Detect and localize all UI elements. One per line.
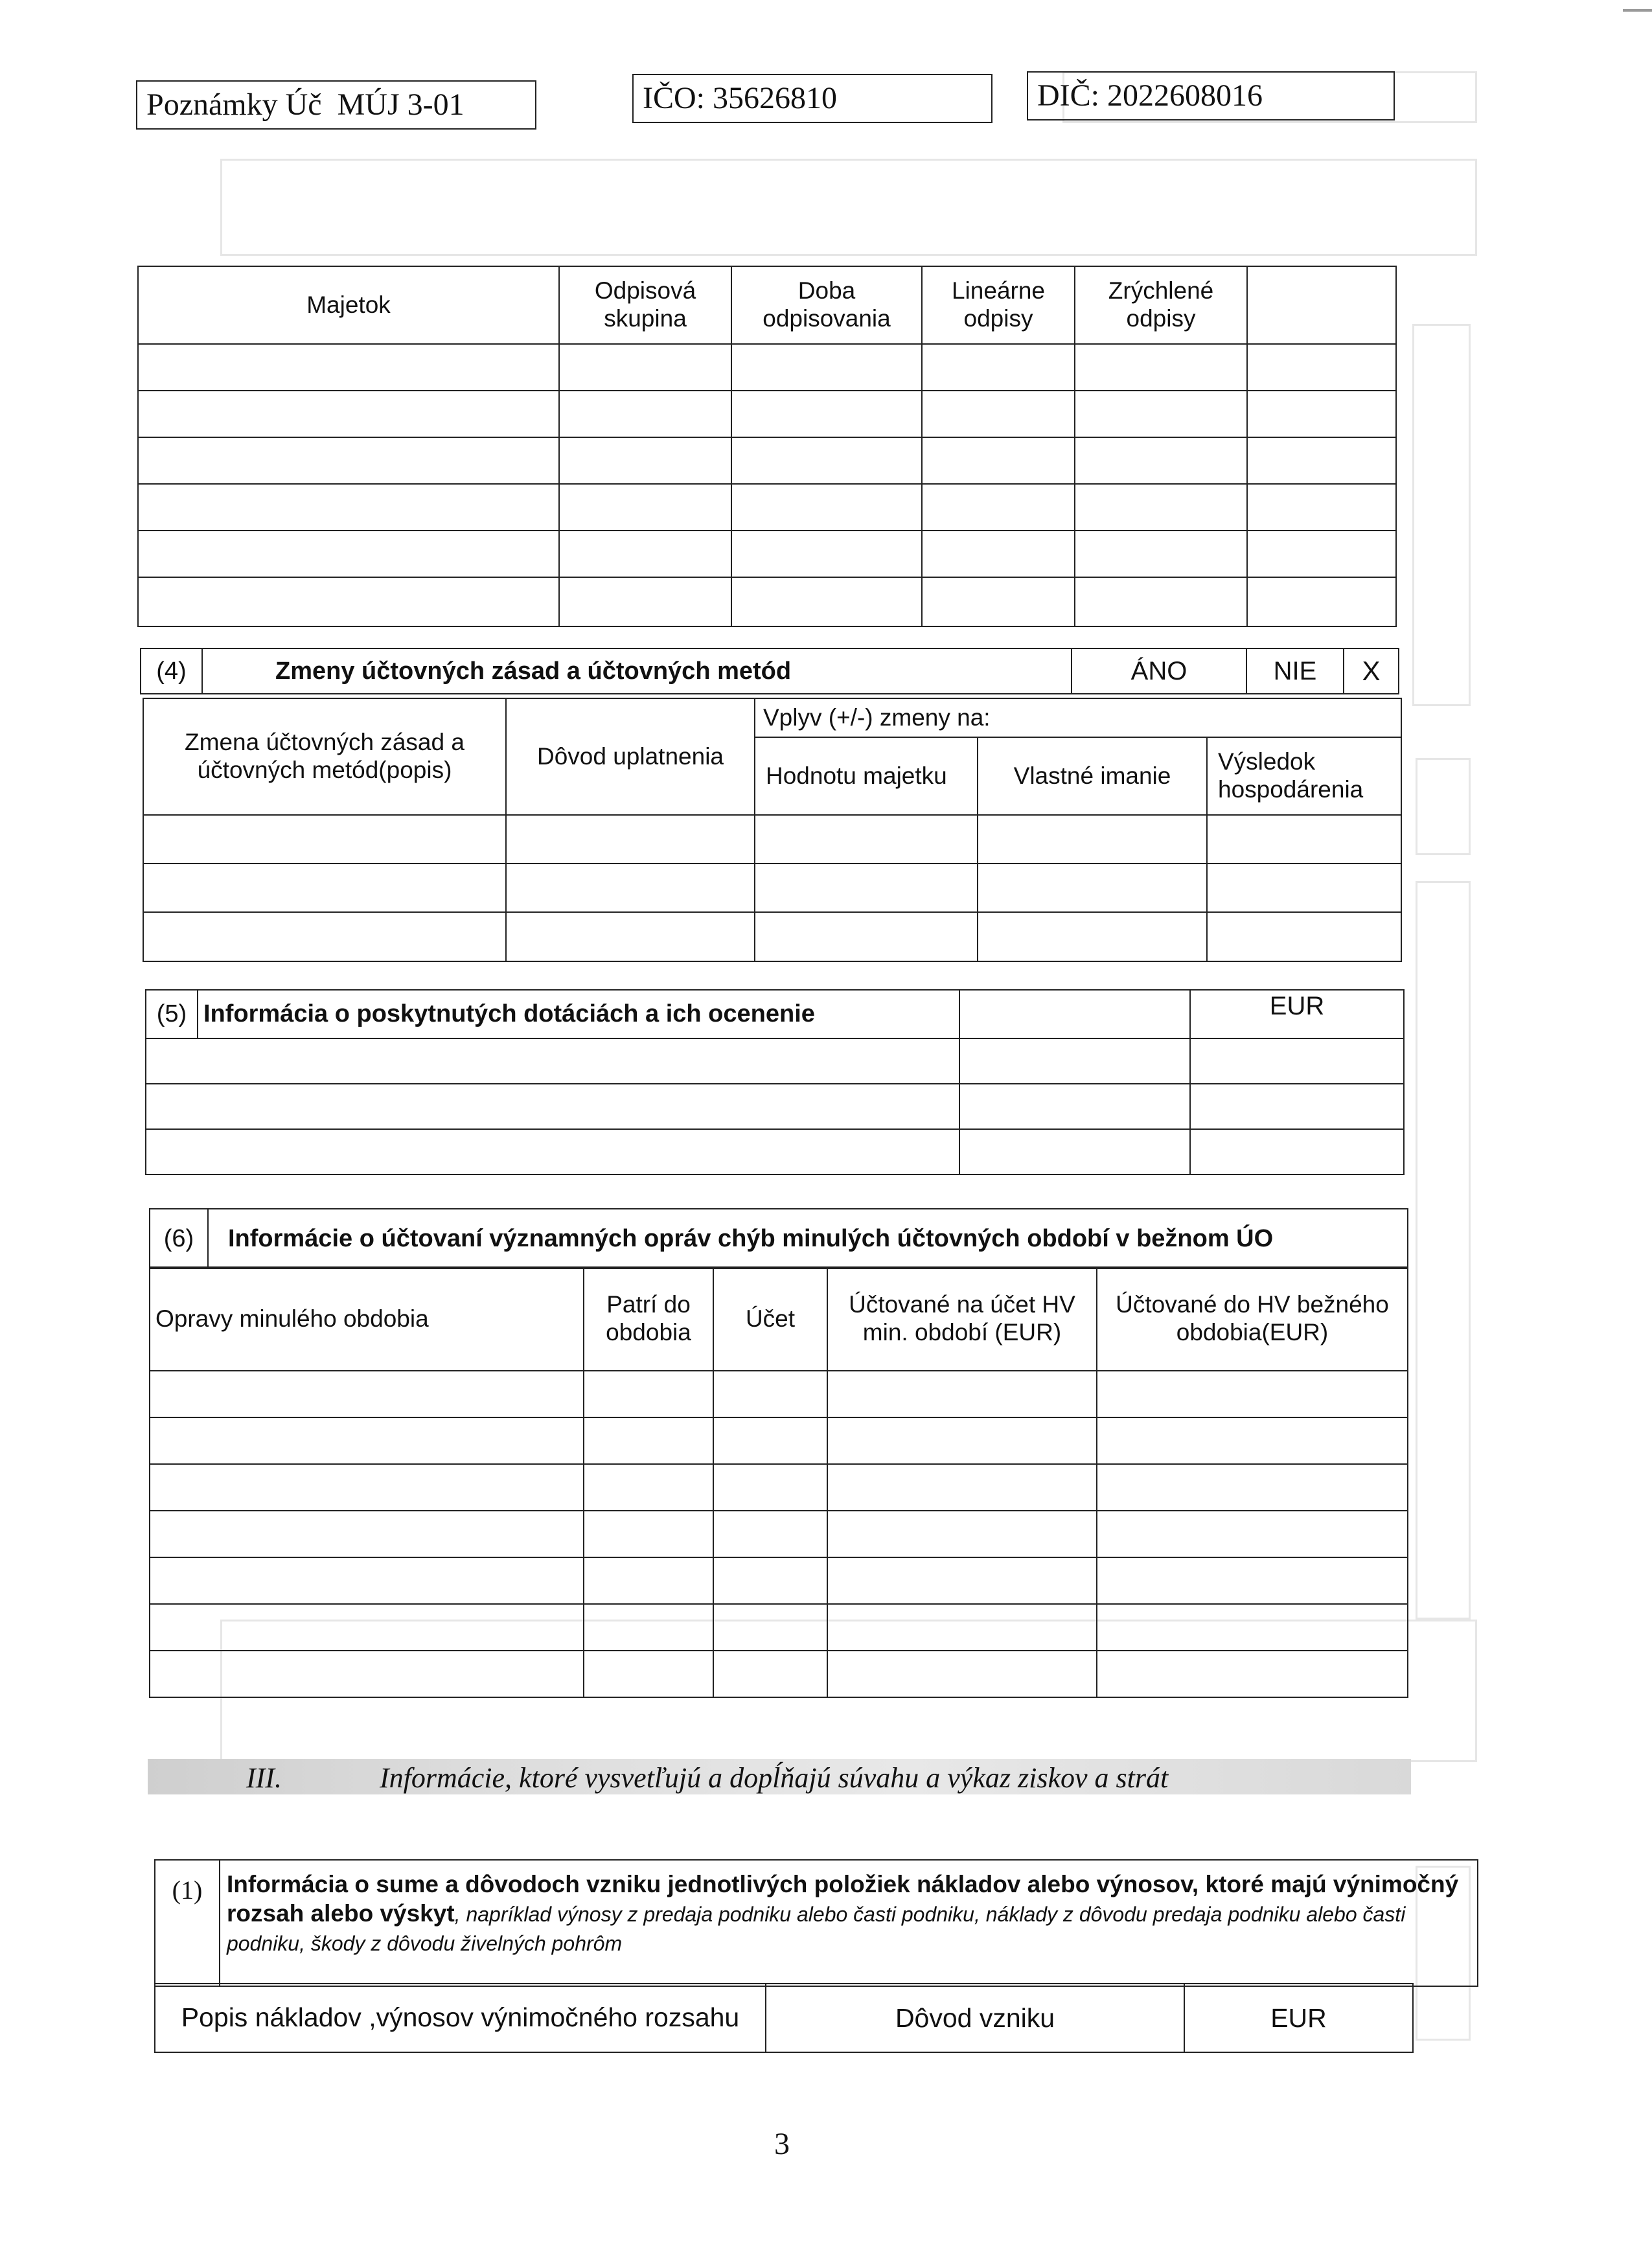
table-cell[interactable]	[143, 815, 506, 864]
table-cell[interactable]	[150, 1651, 584, 1697]
table-row	[143, 912, 1401, 961]
table-cell[interactable]	[1247, 344, 1396, 391]
table-cell[interactable]	[146, 1084, 959, 1129]
table-cell[interactable]	[146, 1129, 959, 1174]
table-cell[interactable]	[1247, 577, 1396, 626]
table-cell[interactable]	[1207, 864, 1401, 912]
table-cell[interactable]	[731, 344, 922, 391]
show-through-frame	[1416, 881, 1471, 1620]
table-cell[interactable]	[584, 1557, 713, 1604]
table-cell[interactable]	[713, 1417, 827, 1464]
table-cell[interactable]	[584, 1651, 713, 1697]
table-cell[interactable]	[506, 815, 755, 864]
header-doba-odpisovania: Doba odpisovania	[731, 266, 922, 344]
table-row	[138, 577, 1396, 626]
table-cell[interactable]	[978, 815, 1207, 864]
section-6-header	[149, 1208, 1408, 1269]
table-cell[interactable]	[731, 531, 922, 577]
header-zrychlene-odpisy: Zrýchlené odpisy	[1075, 266, 1247, 344]
section-iii-1-title-italic: , napríklad výnosy z predaja podniku alebo časti podniku, náklady z dôvodu predaja podniku alebo časti podniku, škody z dôvodu živelných pohrôm	[227, 1903, 1406, 1956]
section-4-number: (4)	[141, 648, 202, 694]
table-cell[interactable]	[922, 344, 1075, 391]
show-through-frame	[220, 159, 1477, 256]
table-cell[interactable]	[150, 1557, 584, 1604]
section-iii-1-number: (1)	[155, 1860, 220, 1986]
col-change-description: Zmena účtovných zásad a účtovných metód(popis)	[143, 698, 506, 815]
table-cell[interactable]	[1097, 1417, 1408, 1464]
table-row	[143, 864, 1401, 912]
table-cell[interactable]	[559, 531, 731, 577]
table-cell[interactable]	[959, 1129, 1190, 1174]
table-cell[interactable]	[1097, 1464, 1408, 1511]
form-id-text: Poznámky Úč MÚJ 3-01	[146, 87, 465, 122]
table-cell	[959, 990, 1190, 1038]
col-equity: Vlastné imanie	[978, 737, 1207, 815]
ico-text: IČO: 35626810	[643, 81, 837, 115]
table-cell[interactable]	[1075, 437, 1247, 484]
table-row	[146, 1084, 1404, 1129]
header-odpisova-skupina: Odpisová skupina	[559, 266, 731, 344]
table-row	[138, 531, 1396, 577]
table-row	[138, 484, 1396, 531]
col-current-period: Účtované do HV bežného obdobia(EUR)	[1097, 1267, 1408, 1371]
table-cell[interactable]	[827, 1417, 1097, 1464]
table-row	[143, 815, 1401, 864]
table-cell[interactable]	[150, 1417, 584, 1464]
table-cell[interactable]	[146, 1038, 959, 1084]
col-asset-value: Hodnotu majetku	[755, 737, 978, 815]
table-row	[150, 1651, 1408, 1697]
table-cell[interactable]	[1190, 1038, 1404, 1084]
table-cell[interactable]	[1075, 391, 1247, 437]
part-3-heading	[148, 1759, 1411, 1794]
section-6-title: Informácie o účtovaní významných opráv chýb minulých účtovných období v bežnom ÚO	[208, 1209, 1408, 1268]
table-cell[interactable]	[138, 344, 559, 391]
table-cell[interactable]	[827, 1464, 1097, 1511]
table-cell[interactable]	[713, 1371, 827, 1417]
table-cell[interactable]	[138, 437, 559, 484]
table-row	[150, 1417, 1408, 1464]
section-5-table	[145, 989, 1405, 1175]
section-4-title: Zmeny účtovných zásad a účtovných metód	[202, 648, 1072, 694]
table-cell[interactable]	[150, 1371, 584, 1417]
table-cell[interactable]	[922, 437, 1075, 484]
table-cell[interactable]	[559, 484, 731, 531]
table-cell[interactable]	[150, 1604, 584, 1651]
table-row	[138, 344, 1396, 391]
table-cell[interactable]	[1247, 531, 1396, 577]
no-label: NIE	[1246, 648, 1344, 694]
table-row	[146, 1129, 1404, 1174]
col-reason-origin: Dôvod vzniku	[766, 1984, 1184, 2052]
table-cell[interactable]	[1097, 1511, 1408, 1557]
table-cell[interactable]	[559, 344, 731, 391]
table-cell[interactable]	[1247, 391, 1396, 437]
table-cell[interactable]	[827, 1651, 1097, 1697]
col-belongs-to-period: Patrí do obdobia	[584, 1267, 713, 1371]
table-cell[interactable]	[731, 437, 922, 484]
table-row	[150, 1604, 1408, 1651]
ico-box	[632, 74, 992, 123]
table-cell[interactable]	[584, 1417, 713, 1464]
section-5-currency: EUR	[1190, 990, 1404, 1038]
table-row	[138, 391, 1396, 437]
table-cell[interactable]	[1075, 484, 1247, 531]
section-4-table	[143, 698, 1402, 962]
table-row	[150, 1557, 1408, 1604]
table-cell[interactable]	[827, 1371, 1097, 1417]
table-cell[interactable]	[1190, 1084, 1404, 1129]
section-5-title: Informácia o poskytnutých dotáciách a ich ocenenie	[198, 990, 959, 1038]
table-row	[146, 1038, 1404, 1084]
table-cell[interactable]	[1097, 1371, 1408, 1417]
section-iii-1-title-bold: Informácia o sume a dôvodoch vzniku jednotlivých položiek nákladov alebo výnosov, ktoré majú výnimočný rozsah alebo výskyt	[227, 1871, 1459, 1927]
table-cell[interactable]	[922, 577, 1075, 626]
section-4-header	[140, 648, 1399, 694]
table-cell[interactable]	[731, 577, 922, 626]
table-cell[interactable]	[150, 1464, 584, 1511]
table-cell[interactable]	[1097, 1651, 1408, 1697]
table-cell[interactable]	[1097, 1557, 1408, 1604]
no-checkbox-mark[interactable]: X	[1344, 648, 1399, 694]
header-blank	[1247, 266, 1396, 344]
show-through-frame	[1412, 324, 1471, 706]
col-eur: EUR	[1184, 1984, 1413, 2052]
table-cell[interactable]	[922, 391, 1075, 437]
yes-label: ÁNO	[1072, 648, 1246, 694]
table-cell[interactable]	[827, 1511, 1097, 1557]
table-row	[138, 437, 1396, 484]
dic-text: DIČ: 2022608016	[1037, 78, 1263, 113]
col-result: Výsledok hospodárenia	[1207, 737, 1401, 815]
table-cell[interactable]	[755, 815, 978, 864]
table-cell[interactable]	[1247, 437, 1396, 484]
table-cell[interactable]	[1075, 577, 1247, 626]
table-cell[interactable]	[584, 1604, 713, 1651]
header-majetok: Majetok	[138, 266, 559, 344]
table-cell[interactable]	[713, 1464, 827, 1511]
table-cell[interactable]	[1097, 1604, 1408, 1651]
col-reason: Dôvod uplatnenia	[506, 698, 755, 815]
table-cell[interactable]	[138, 484, 559, 531]
table-row	[150, 1371, 1408, 1417]
table-cell[interactable]	[138, 577, 559, 626]
table-cell[interactable]	[731, 484, 922, 531]
section-6-number: (6)	[150, 1209, 208, 1268]
table-cell[interactable]	[143, 912, 506, 961]
table-cell[interactable]	[713, 1557, 827, 1604]
asset-table	[137, 266, 1397, 627]
table-cell[interactable]	[827, 1557, 1097, 1604]
table-cell[interactable]	[922, 531, 1075, 577]
table-cell[interactable]	[150, 1511, 584, 1557]
part-3-roman: III.	[246, 1762, 282, 1794]
table-cell[interactable]	[559, 391, 731, 437]
part-3-title: Informácie, ktoré vysvetľujú a dopĺňajú súvahu a výkaz ziskov a strát	[380, 1762, 1169, 1794]
table-cell[interactable]	[559, 577, 731, 626]
impact-label: Vplyv (+/-) zmeny na:	[755, 698, 1401, 737]
section-iii-1-columns	[154, 1983, 1414, 2053]
table-cell[interactable]	[959, 1084, 1190, 1129]
table-cell[interactable]	[1075, 531, 1247, 577]
col-previous-period: Účtované na účet HV min. období (EUR)	[827, 1267, 1097, 1371]
table-cell[interactable]	[584, 1371, 713, 1417]
section-6-table	[149, 1266, 1408, 1698]
header-linearne-odpisy: Lineárne odpisy	[922, 266, 1075, 344]
table-cell[interactable]	[1207, 912, 1401, 961]
table-cell[interactable]	[755, 864, 978, 912]
table-cell[interactable]	[827, 1604, 1097, 1651]
table-cell[interactable]	[713, 1651, 827, 1697]
table-cell[interactable]	[506, 864, 755, 912]
table-row	[150, 1511, 1408, 1557]
table-cell[interactable]	[713, 1604, 827, 1651]
table-cell[interactable]	[922, 484, 1075, 531]
table-cell[interactable]	[584, 1511, 713, 1557]
table-cell[interactable]	[731, 391, 922, 437]
scan-edge-mark	[1623, 9, 1652, 12]
table-row	[150, 1464, 1408, 1511]
table-cell[interactable]	[138, 531, 559, 577]
section-iii-1-title	[220, 1860, 1478, 1986]
table-cell[interactable]	[713, 1511, 827, 1557]
section-5-number: (5)	[146, 990, 198, 1038]
show-through-frame	[1416, 758, 1471, 855]
table-cell[interactable]	[143, 864, 506, 912]
table-cell[interactable]	[1247, 484, 1396, 531]
table-cell[interactable]	[1207, 815, 1401, 864]
table-cell[interactable]	[584, 1464, 713, 1511]
form-id-box	[136, 80, 536, 130]
table-cell[interactable]	[978, 912, 1207, 961]
table-cell[interactable]	[959, 1038, 1190, 1084]
col-description: Popis nákladov ,výnosov výnimočného rozsahu	[155, 1984, 766, 2052]
col-corrections: Opravy minulého obdobia	[150, 1267, 584, 1371]
table-cell[interactable]	[506, 912, 755, 961]
dic-box	[1027, 71, 1395, 120]
col-account: Účet	[713, 1267, 827, 1371]
table-cell[interactable]	[138, 391, 559, 437]
table-cell[interactable]	[559, 437, 731, 484]
table-cell[interactable]	[1190, 1129, 1404, 1174]
section-iii-1-table	[154, 1859, 1478, 1987]
page-number: 3	[774, 2127, 790, 2161]
table-cell[interactable]	[978, 864, 1207, 912]
table-cell[interactable]	[755, 912, 978, 961]
table-cell[interactable]	[1075, 344, 1247, 391]
